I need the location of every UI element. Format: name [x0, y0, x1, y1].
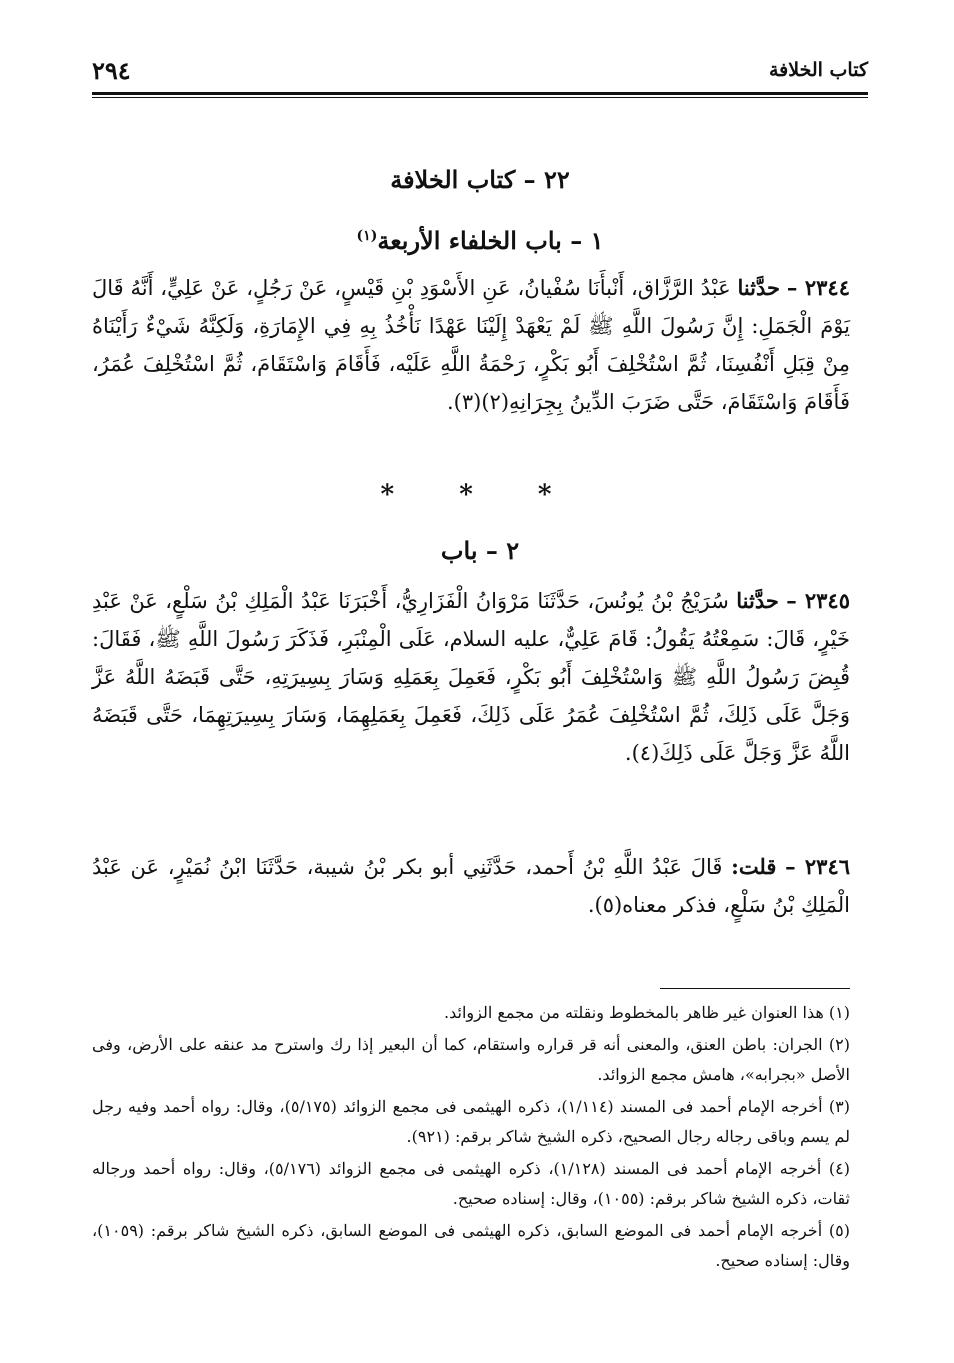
page-header — [92, 52, 868, 88]
footnote-2: (٢) الجران: باطن العنق، والمعنى أنه قر قراره واستقام، كما أن البعير إذا رك واسترح مد عنقه على الأرض، وفى الأصل «بجرابه»، هامش مجمع الزوائد. — [92, 1035, 850, 1084]
hadith-text: سُرَيْجُ بْنُ يُونُسَ، حَدَّثَنَا مَرْوَانُ الْفَزَارِيُّ، أَخْبَرَنَا عَبْدُ الْمَلِكِ بْنُ سَلْعٍ، عَنْ عَبْدِ خَيْرٍ، قَالَ: سَمِعْتُهُ يَقُولُ: قَامَ عَلِيٌّ، عليه السلام، عَلَى الْمِنْبَرِ، فَذَكَرَ رَسُولَ اللَّهِ ﷺ، فَقَالَ: قُبِضَ رَسُولُ اللَّهِ ﷺ وَاسْتُخْلِفَ أَبُو بَكْرٍ، فَعَمِلَ بِعَمَلِهِ وَسَارَ بِسِيرَتِهِ، حَتَّى قَبَضَهُ اللَّهُ عَزَّ وَجَلَّ عَلَى ذَلِكَ، ثُمَّ اسْتُخْلِفَ عُمَرُ عَلَى ذَلِكَ، فَعَمِلَ بِعَمَلِهِمَا، وَسَارَ بِسِيرَتِهِمَا، حَتَّى قَبَضَهُ اللَّهُ عَزَّ وَجَلَّ عَلَى ذَلِكَ(٤). — [92, 589, 850, 765]
hadith-label: حدَّثنا — [736, 588, 779, 613]
hadith-number: ٢٣٤٥ – — [786, 588, 850, 613]
footnote-1: (١) هذا العنوان غير ظاهر بالمخطوط ونقلته من مجمع الزوائد. — [444, 1003, 850, 1022]
book-title: ٢٢ – كتاب الخلافة — [390, 165, 570, 194]
footnote-4: (٤) أخرجه الإمام أحمد فى المسند (١/١٢٨)، ذكره الهيثمى فى مجمع الزوائد (٥/١٧٦)، وقال: رواه أحمد ورجاله ثقات، ذكره الشيخ شاكر برقم: (١٠٥٥)، وقال: إسناده صحيح. — [92, 1159, 851, 1208]
footnote-3: (٣) أخرجه الإمام أحمد فى المسند (١/١١٤)، ذكره الهيثمى فى مجمع الزوائد (٥/١٧٥)، وقال: رواه أحمد وفيه رجل لم يسم وباقى رجاله رجال الصحيح، ذكره الشيخ شاكر برقم: (٩٢١). — [92, 1097, 850, 1146]
footnotes — [92, 998, 850, 1278]
footnote-5: (٥) أخرجه الإمام أحمد فى الموضع السابق، ذكره الهيثمى فى الموضع السابق، ذكره الشيخ شاكر برقم: (١٠٥٩)، وقال: إسناده صحيح. — [92, 1221, 850, 1270]
footnote-rule — [660, 988, 850, 989]
hadith-number: ٢٣٤٤ – — [786, 275, 850, 300]
hadith-label: قلت: — [731, 854, 777, 879]
hadith-2346 — [92, 848, 850, 924]
header-rule-thick — [92, 92, 868, 95]
hadith-2345 — [92, 582, 850, 772]
hadith-text: عَبْدُ الرَّزَّاق، أَنْبأَنَا سُفْيانُ، عَنِ الأَسْوَدِ بْنِ قَيْسٍ، عَنْ رَجُلٍ، عَنْ عَلِيٍّ، أَنَّهُ قَالَ يَوْمَ الْجَمَلِ: إِنَّ رَسُولَ اللَّهِ ﷺ لَمْ يَعْهَدْ إِلَيْنَا عَهْدًا نَأْخُذُ بِهِ فِي الإِمَارَةِ، وَلَكِنَّهُ شَيْءٌ رَأَيْنَاهُ مِنْ قِبَلِ أَنْفُسِنَا، ثُمَّ اسْتُخْلِفَ أَبُو بَكْرٍ، رَحْمَةُ اللَّهِ عَلَيْه، فَأَقَامَ وَاسْتَقَامَ، ثُمَّ اسْتُخْلِفَ عُمَرُ، فَأَقَامَ وَاسْتَقَامَ، حَتَّى ضَرَبَ الدِّينُ بِجِرَانِهِ(٢)(٣). — [92, 276, 850, 414]
footnote-marker-1: (١) — [356, 228, 378, 244]
hadith-number: ٢٣٤٦ – — [785, 854, 851, 879]
chapter-1-title: ١ – باب الخلفاء الأربعة — [377, 226, 604, 255]
header-rule-thin — [92, 97, 868, 98]
hadith-2344 — [92, 269, 850, 421]
hadith-text: قَالَ عَبْدُ اللَّهِ بْنُ أَحمد، حَدَّثَنِي أبو بكر بْنُ شيبة، حَدَّثَنَا ابْنُ نُمَيْرٍ، عَن عَبْدُ الْمَلِكِ بْنُ سَلْعٍ، فذكر معناه(٥). — [92, 855, 850, 917]
chapter-1-heading — [92, 226, 868, 255]
section-separator: * * * — [380, 480, 580, 510]
hadith-label: حدَّثنا — [737, 275, 781, 300]
chapter-2-title: ٢ – باب — [440, 536, 520, 565]
page-number: ٢٩٤ — [92, 55, 131, 85]
running-title: كتاب الخلافة — [768, 59, 868, 81]
